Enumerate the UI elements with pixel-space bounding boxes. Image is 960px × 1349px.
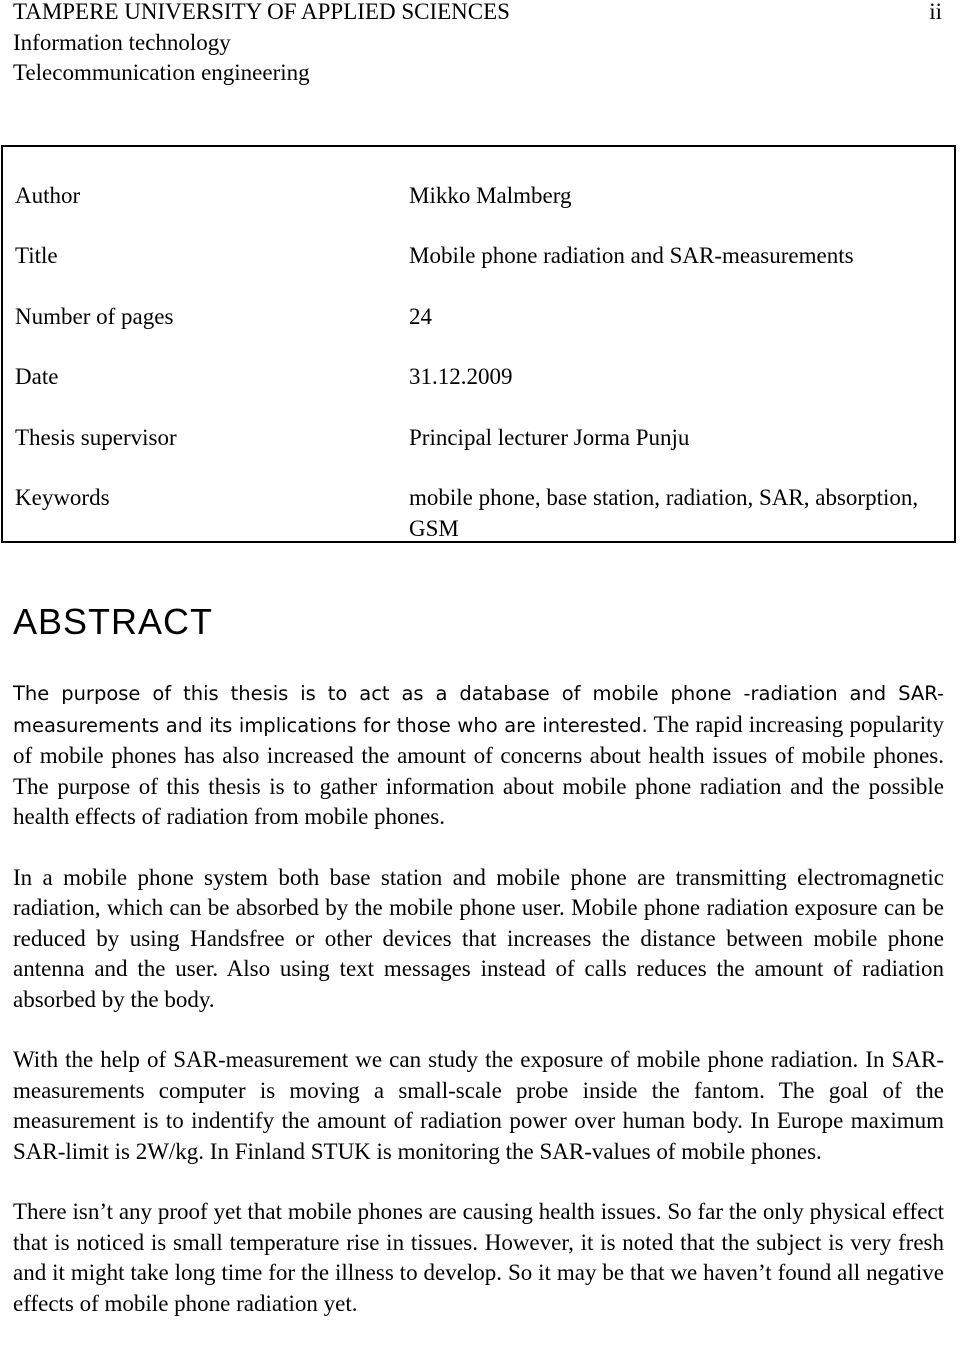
supervisor-label: Thesis supervisor bbox=[15, 425, 177, 450]
abstract-body bbox=[13, 678, 944, 1349]
abstract-paragraph-1-rest: The rapid increasing popularity of mobile phones has also increased the amount of concerns about health issues of mobile phones. The purpose of this thesis is to gather information about mobile phone radiation and the possible health effects of radiation from mobile phones. bbox=[13, 711, 944, 829]
thesis-info-box bbox=[1, 145, 956, 543]
date-label: Date bbox=[15, 364, 59, 389]
programme-name: Telecommunication engineering bbox=[13, 60, 310, 85]
pages-label: Number of pages bbox=[15, 304, 174, 329]
abstract-paragraph-4: There isn’t any proof yet that mobile phones are causing health issues. So far the only physical effect that is noticed is small temperature rise in tissues. However, it is noted that the subject is very fresh and it might take long time for the illness to develop. So it may be that we haven’t found all negative effects of mobile phone radiation yet. bbox=[13, 1199, 944, 1316]
page-number: ii bbox=[929, 0, 942, 24]
author-label: Author bbox=[15, 183, 81, 208]
abstract-paragraph-1-intro: The purpose of this thesis is to act as a database of mobile phone -radiation and SAR-measurements and its implications for those who are interested. bbox=[13, 682, 944, 737]
date-value: 31.12.2009 bbox=[409, 364, 513, 389]
keywords-value: mobile phone, base station, radiation, SAR, absorption, GSM bbox=[409, 485, 919, 541]
abstract-paragraph-1 bbox=[13, 678, 944, 833]
abstract-paragraph-3: With the help of SAR-measurement we can study the exposure of mobile phone radiation. In SAR-measurements computer is moving a small-scale probe inside the fantom. The goal of the measurement is to indentify the amount of radiation power over human body. In Europe maximum SAR-limit is 2W/kg. In Finland STUK is monitoring the SAR-values of mobile phones. bbox=[13, 1047, 944, 1164]
page-header bbox=[13, 0, 948, 89]
pages-value: 24 bbox=[409, 304, 432, 329]
keywords-label: Keywords bbox=[15, 485, 110, 510]
title-label: Title bbox=[15, 243, 58, 268]
author-value: Mikko Malmberg bbox=[409, 183, 572, 208]
abstract-heading: ABSTRACT bbox=[13, 601, 214, 642]
abstract-paragraph-2: In a mobile phone system both base station and mobile phone are transmitting electromagnetic radiation, which can be absorbed by the mobile phone user. Mobile phone radiation exposure can be reduced by using Handsfree or other devices that increases the distance between mobile phone antenna and the user. Also using text messages instead of calls reduces the amount of radiation absorbed by the body. bbox=[13, 864, 944, 1012]
institution-name: TAMPERE UNIVERSITY OF APPLIED SCIENCES bbox=[13, 0, 510, 24]
supervisor-value: Principal lecturer Jorma Punju bbox=[409, 425, 690, 450]
title-value: Mobile phone radiation and SAR-measurements bbox=[409, 243, 854, 268]
department-name: Information technology bbox=[13, 29, 231, 55]
